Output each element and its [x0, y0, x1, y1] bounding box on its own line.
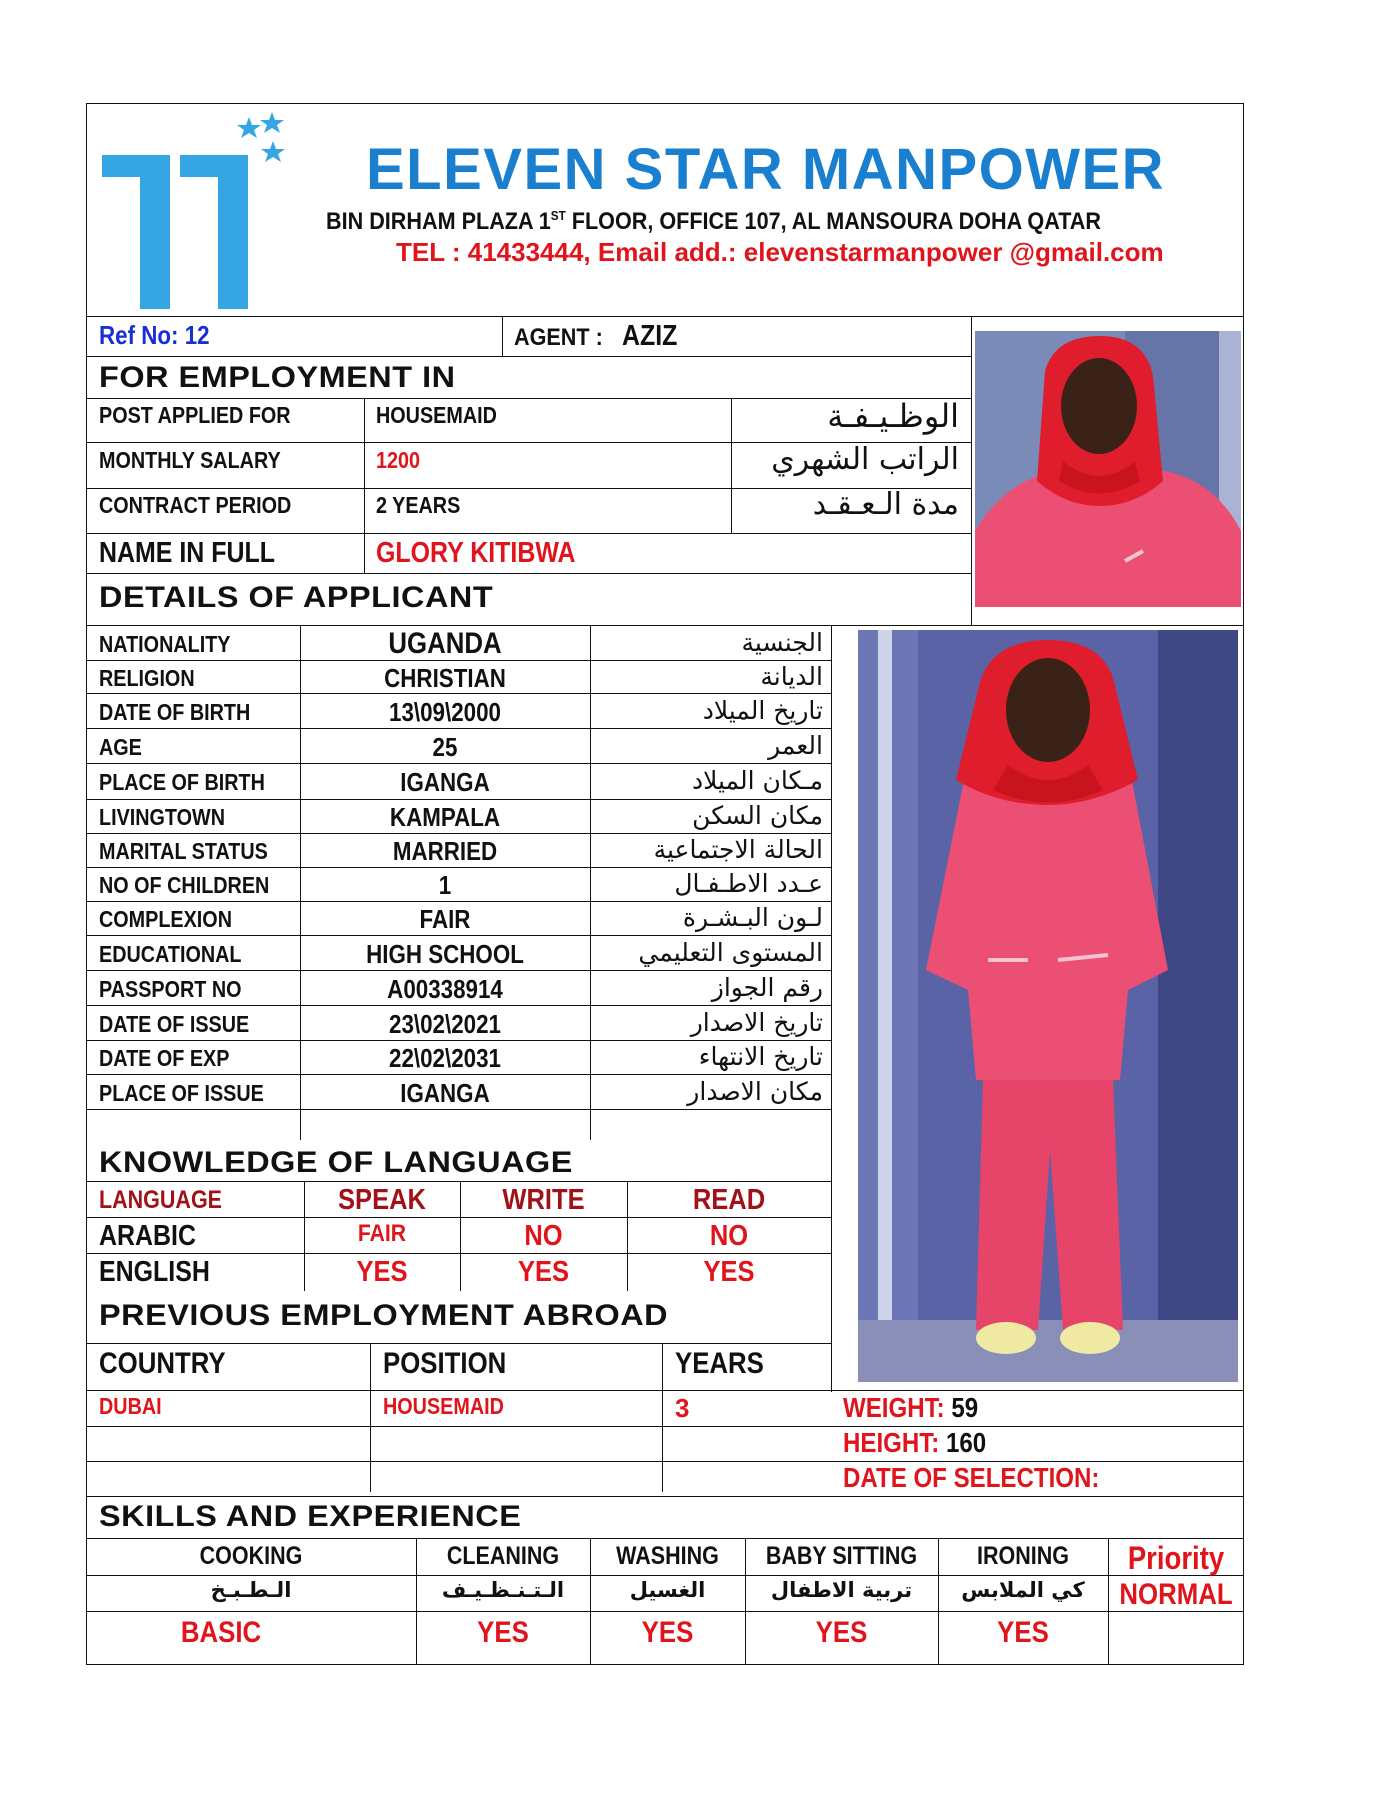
- detail-value: 13\09\2000: [389, 696, 501, 727]
- row-divider: [86, 1611, 1244, 1612]
- skill-name: BABY SITTING: [765, 1542, 918, 1570]
- detail-label: NATIONALITY: [99, 630, 231, 657]
- skill-name: CLEANING: [446, 1542, 560, 1570]
- column-divider: [1108, 1538, 1109, 1665]
- lang-header-write: WRITE: [502, 1184, 585, 1216]
- detail-arabic: مـكان الميلاد: [691, 766, 823, 795]
- detail-arabic: العمر: [768, 730, 823, 760]
- row-divider: [86, 1253, 831, 1254]
- column-divider: [938, 1538, 939, 1665]
- skill-name: IRONING: [977, 1542, 1069, 1570]
- lang-read-value: NO: [709, 1220, 749, 1252]
- agent-label: AGENT :: [514, 324, 603, 351]
- detail-value: KAMPALA: [389, 802, 501, 832]
- table-row: [86, 625, 831, 660]
- detail-label: LIVINGTOWN: [99, 804, 226, 830]
- detail-arabic: تاريخ الاصدار: [690, 1007, 823, 1037]
- ref-number: Ref No: 12: [99, 320, 210, 350]
- table-row: [86, 1040, 831, 1074]
- detail-label: NO OF CHILDREN: [99, 872, 270, 898]
- salary-label: MONTHLY SALARY: [99, 447, 281, 473]
- detail-arabic: تاريخ الميلاد: [702, 695, 823, 725]
- table-row: [86, 763, 831, 799]
- prev-years: 3: [675, 1393, 690, 1423]
- prev-header-country: COUNTRY: [99, 1347, 226, 1380]
- column-divider: [460, 1181, 461, 1291]
- table-row: [86, 1074, 831, 1109]
- lang-name: ENGLISH: [99, 1256, 210, 1288]
- skill-arabic: تربية الاطفال: [770, 1578, 913, 1602]
- lang-header-speak: SPEAK: [338, 1184, 426, 1216]
- skills-table: [86, 1538, 1244, 1665]
- post-label: POST APPLIED FOR: [99, 402, 291, 428]
- prev-header-years: YEARS: [675, 1347, 764, 1380]
- priority-value: NORMAL: [1119, 1578, 1233, 1611]
- detail-arabic: عـدد الاطـفـال: [674, 869, 823, 898]
- skill-arabic: الغسيل: [629, 1578, 706, 1602]
- salary-value: 1200: [376, 447, 421, 473]
- detail-arabic: مكان السكن: [692, 801, 823, 830]
- header: [86, 103, 1244, 315]
- table-row: [86, 867, 831, 901]
- lang-header-language: LANGUAGE: [99, 1186, 223, 1214]
- detail-arabic: المستوى التعليمي: [638, 937, 823, 967]
- name-value: GLORY KITIBWA: [376, 537, 576, 569]
- details-table: [86, 625, 831, 1140]
- height-field: HEIGHT: 160: [843, 1427, 987, 1458]
- detail-value: CHRISTIAN: [384, 662, 506, 693]
- skill-value: BASIC: [180, 1616, 262, 1649]
- detail-label: DATE OF ISSUE: [99, 1010, 250, 1037]
- detail-value: 1: [438, 870, 452, 900]
- detail-arabic: مكان الاصدار: [687, 1076, 823, 1106]
- detail-label: AGE: [99, 733, 142, 760]
- detail-value: A00338914: [387, 973, 503, 1004]
- lang-write-value: YES: [517, 1256, 570, 1288]
- contract-label: CONTRACT PERIOD: [99, 492, 292, 518]
- prev-header-position: POSITION: [383, 1347, 507, 1380]
- skill-name: WASHING: [616, 1542, 719, 1570]
- post-value: HOUSEMAID: [376, 402, 497, 428]
- detail-arabic: الجنسية: [741, 627, 823, 657]
- skills-title: SKILLS AND EXPERIENCE: [99, 1500, 522, 1533]
- table-row: [86, 1005, 831, 1040]
- detail-label: MARITAL STATUS: [99, 838, 268, 864]
- lang-header-read: READ: [692, 1184, 766, 1216]
- skill-arabic: كي الملابس: [961, 1578, 1085, 1602]
- column-divider: [745, 1538, 746, 1665]
- company-logo: [96, 111, 296, 311]
- detail-label: COMPLEXION: [99, 906, 232, 932]
- detail-label: PLACE OF ISSUE: [99, 1079, 264, 1106]
- detail-label: RELIGION: [99, 664, 195, 691]
- lang-speak-value: FAIR: [357, 1220, 407, 1247]
- language-table: [86, 1181, 831, 1291]
- ref-divider: [502, 316, 503, 356]
- company-name: ELEVEN STAR MANPOWER: [366, 137, 1166, 202]
- table-row: [86, 799, 831, 833]
- language-title: KNOWLEDGE OF LANGUAGE: [99, 1146, 573, 1179]
- table-row: [86, 901, 831, 935]
- detail-value: FAIR: [419, 904, 471, 934]
- column-divider: [627, 1181, 628, 1291]
- column-divider: [590, 1538, 591, 1665]
- company-contact: TEL : 41433444, Email add.: elevenstarmanpower @gmail.com: [396, 237, 1164, 267]
- agent-value: AZIZ: [622, 320, 678, 352]
- company-address: BIN DIRHAM PLAZA 1ST FLOOR, OFFICE 107, AL MANSOURA DOHA QATAR: [326, 208, 1101, 235]
- weight-field: WEIGHT: 59: [843, 1392, 979, 1423]
- lang-write-value: NO: [524, 1220, 563, 1252]
- detail-value: 23\02\2021: [389, 1008, 501, 1039]
- detail-label: EDUCATIONAL: [99, 940, 242, 967]
- lang-name: ARABIC: [99, 1220, 196, 1252]
- detail-value: MARRIED: [392, 836, 498, 866]
- post-arabic: الوظـيـفـة: [827, 397, 959, 435]
- salary-arabic: الراتب الشهري: [771, 442, 959, 477]
- skill-arabic: الـتـنـظـيـف: [441, 1578, 565, 1602]
- detail-label: DATE OF EXP: [99, 1045, 230, 1071]
- name-label: NAME IN FULL: [99, 537, 275, 569]
- prev-country: DUBAI: [99, 1393, 162, 1419]
- skill-name: COOKING: [199, 1542, 303, 1570]
- row-divider: [86, 1109, 831, 1110]
- detail-label: PASSPORT NO: [99, 975, 242, 1002]
- star-icon: [260, 112, 284, 133]
- table-row: [86, 970, 831, 1005]
- skill-arabic: الـطـبـخ: [210, 1578, 292, 1602]
- star-icon: [261, 141, 285, 162]
- detail-value: UGANDA: [388, 626, 502, 660]
- detail-arabic: الديانة: [760, 661, 823, 691]
- table-row: [86, 660, 831, 693]
- previous-title: PREVIOUS EMPLOYMENT ABROAD: [99, 1299, 669, 1332]
- applicant-portrait-photo: [975, 331, 1241, 607]
- employment-title: FOR EMPLOYMENT IN: [99, 361, 456, 394]
- skill-value: YES: [477, 1616, 529, 1649]
- detail-value: 25: [432, 731, 458, 762]
- detail-arabic: الحالة الاجتماعية: [653, 835, 823, 864]
- detail-value: 22\02\2031: [389, 1043, 501, 1073]
- skill-value: YES: [815, 1616, 868, 1649]
- skill-value: YES: [641, 1616, 694, 1649]
- header-divider: [86, 316, 1244, 317]
- detail-arabic: لـون البـشـرة: [682, 903, 823, 932]
- details-title: DETAILS OF APPLICANT: [99, 581, 494, 614]
- priority-label: Priority: [1127, 1540, 1225, 1576]
- row-divider: [86, 1217, 831, 1218]
- table-row: [86, 833, 831, 867]
- lang-read-value: YES: [703, 1256, 755, 1288]
- star-icon: [237, 117, 261, 138]
- contract-arabic: مدة الـعـقـد: [812, 487, 959, 522]
- skill-value: YES: [997, 1616, 1049, 1649]
- lang-speak-value: YES: [356, 1256, 408, 1288]
- column-divider: [416, 1538, 417, 1665]
- table-row: [86, 693, 831, 728]
- ref-bottom: [86, 356, 971, 357]
- table-row: [86, 935, 831, 970]
- detail-arabic: تاريخ الانتهاء: [698, 1042, 823, 1071]
- column-divider: [304, 1181, 305, 1291]
- table-row: [86, 728, 831, 763]
- selection-date-label: DATE OF SELECTION:: [843, 1462, 1100, 1493]
- detail-value: IGANGA: [400, 767, 490, 797]
- detail-label: DATE OF BIRTH: [99, 698, 251, 725]
- detail-arabic: رقم الجواز: [711, 972, 823, 1002]
- prev-position: HOUSEMAID: [383, 1393, 504, 1419]
- detail-value: IGANGA: [400, 1077, 490, 1108]
- row-divider: [86, 1575, 1244, 1576]
- detail-value: HIGH SCHOOL: [366, 938, 524, 969]
- contract-value: 2 YEARS: [376, 492, 461, 518]
- detail-label: PLACE OF BIRTH: [99, 769, 265, 795]
- applicant-full-body-photo: [858, 630, 1238, 1382]
